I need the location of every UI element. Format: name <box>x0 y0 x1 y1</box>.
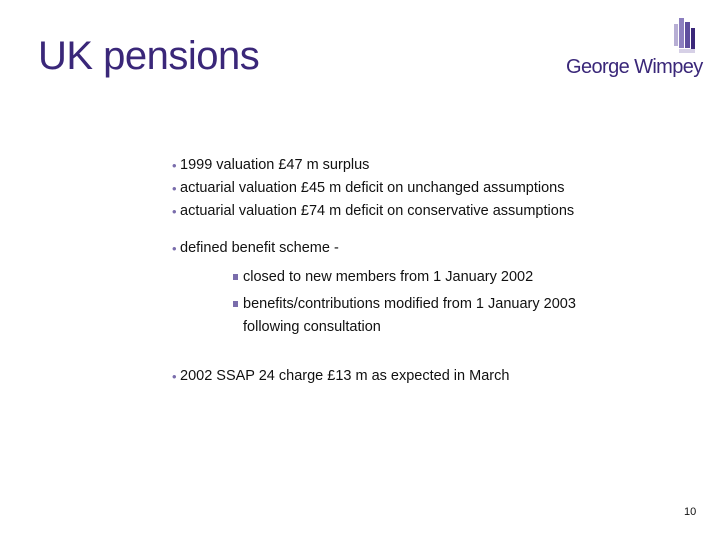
bullet-dot-icon: • <box>172 369 177 384</box>
bullet-text: defined benefit scheme - <box>180 240 339 256</box>
bullet-item <box>172 154 692 177</box>
sub-bullet-item <box>233 266 623 289</box>
bullet-item <box>172 365 692 388</box>
square-bullet-icon <box>233 301 238 307</box>
bullet-item <box>172 237 692 260</box>
slide-body <box>172 154 692 388</box>
bullet-dot-icon: • <box>172 241 177 256</box>
bullet-text: actuarial valuation £45 m deficit on unchanged assumptions <box>180 180 565 196</box>
sub-bullet-item <box>233 293 623 339</box>
bullet-item <box>172 200 692 223</box>
bullet-dot-icon: • <box>172 204 177 219</box>
bullet-dot-icon: • <box>172 181 177 196</box>
logo-text: George Wimpey <box>566 56 703 78</box>
logo-bars-icon <box>674 18 698 54</box>
bullet-dot-icon: • <box>172 158 177 173</box>
george-wimpey-logo <box>566 14 706 78</box>
sub-bullet-text: closed to new members from 1 January 2002 <box>243 269 534 285</box>
bullet-item <box>172 177 692 200</box>
bullet-text: 1999 valuation £47 m surplus <box>180 157 370 173</box>
bullet-text: actuarial valuation £74 m deficit on conservative assumptions <box>180 203 575 219</box>
bullet-text: 2002 SSAP 24 charge £13 m as expected in March <box>180 368 510 384</box>
square-bullet-icon <box>233 274 238 280</box>
slide-title: UK pensions <box>38 34 260 78</box>
sub-bullet-text: benefits/contributions modified from 1 January 2003 following consultation <box>243 296 576 335</box>
page-number: 10 <box>684 506 697 518</box>
